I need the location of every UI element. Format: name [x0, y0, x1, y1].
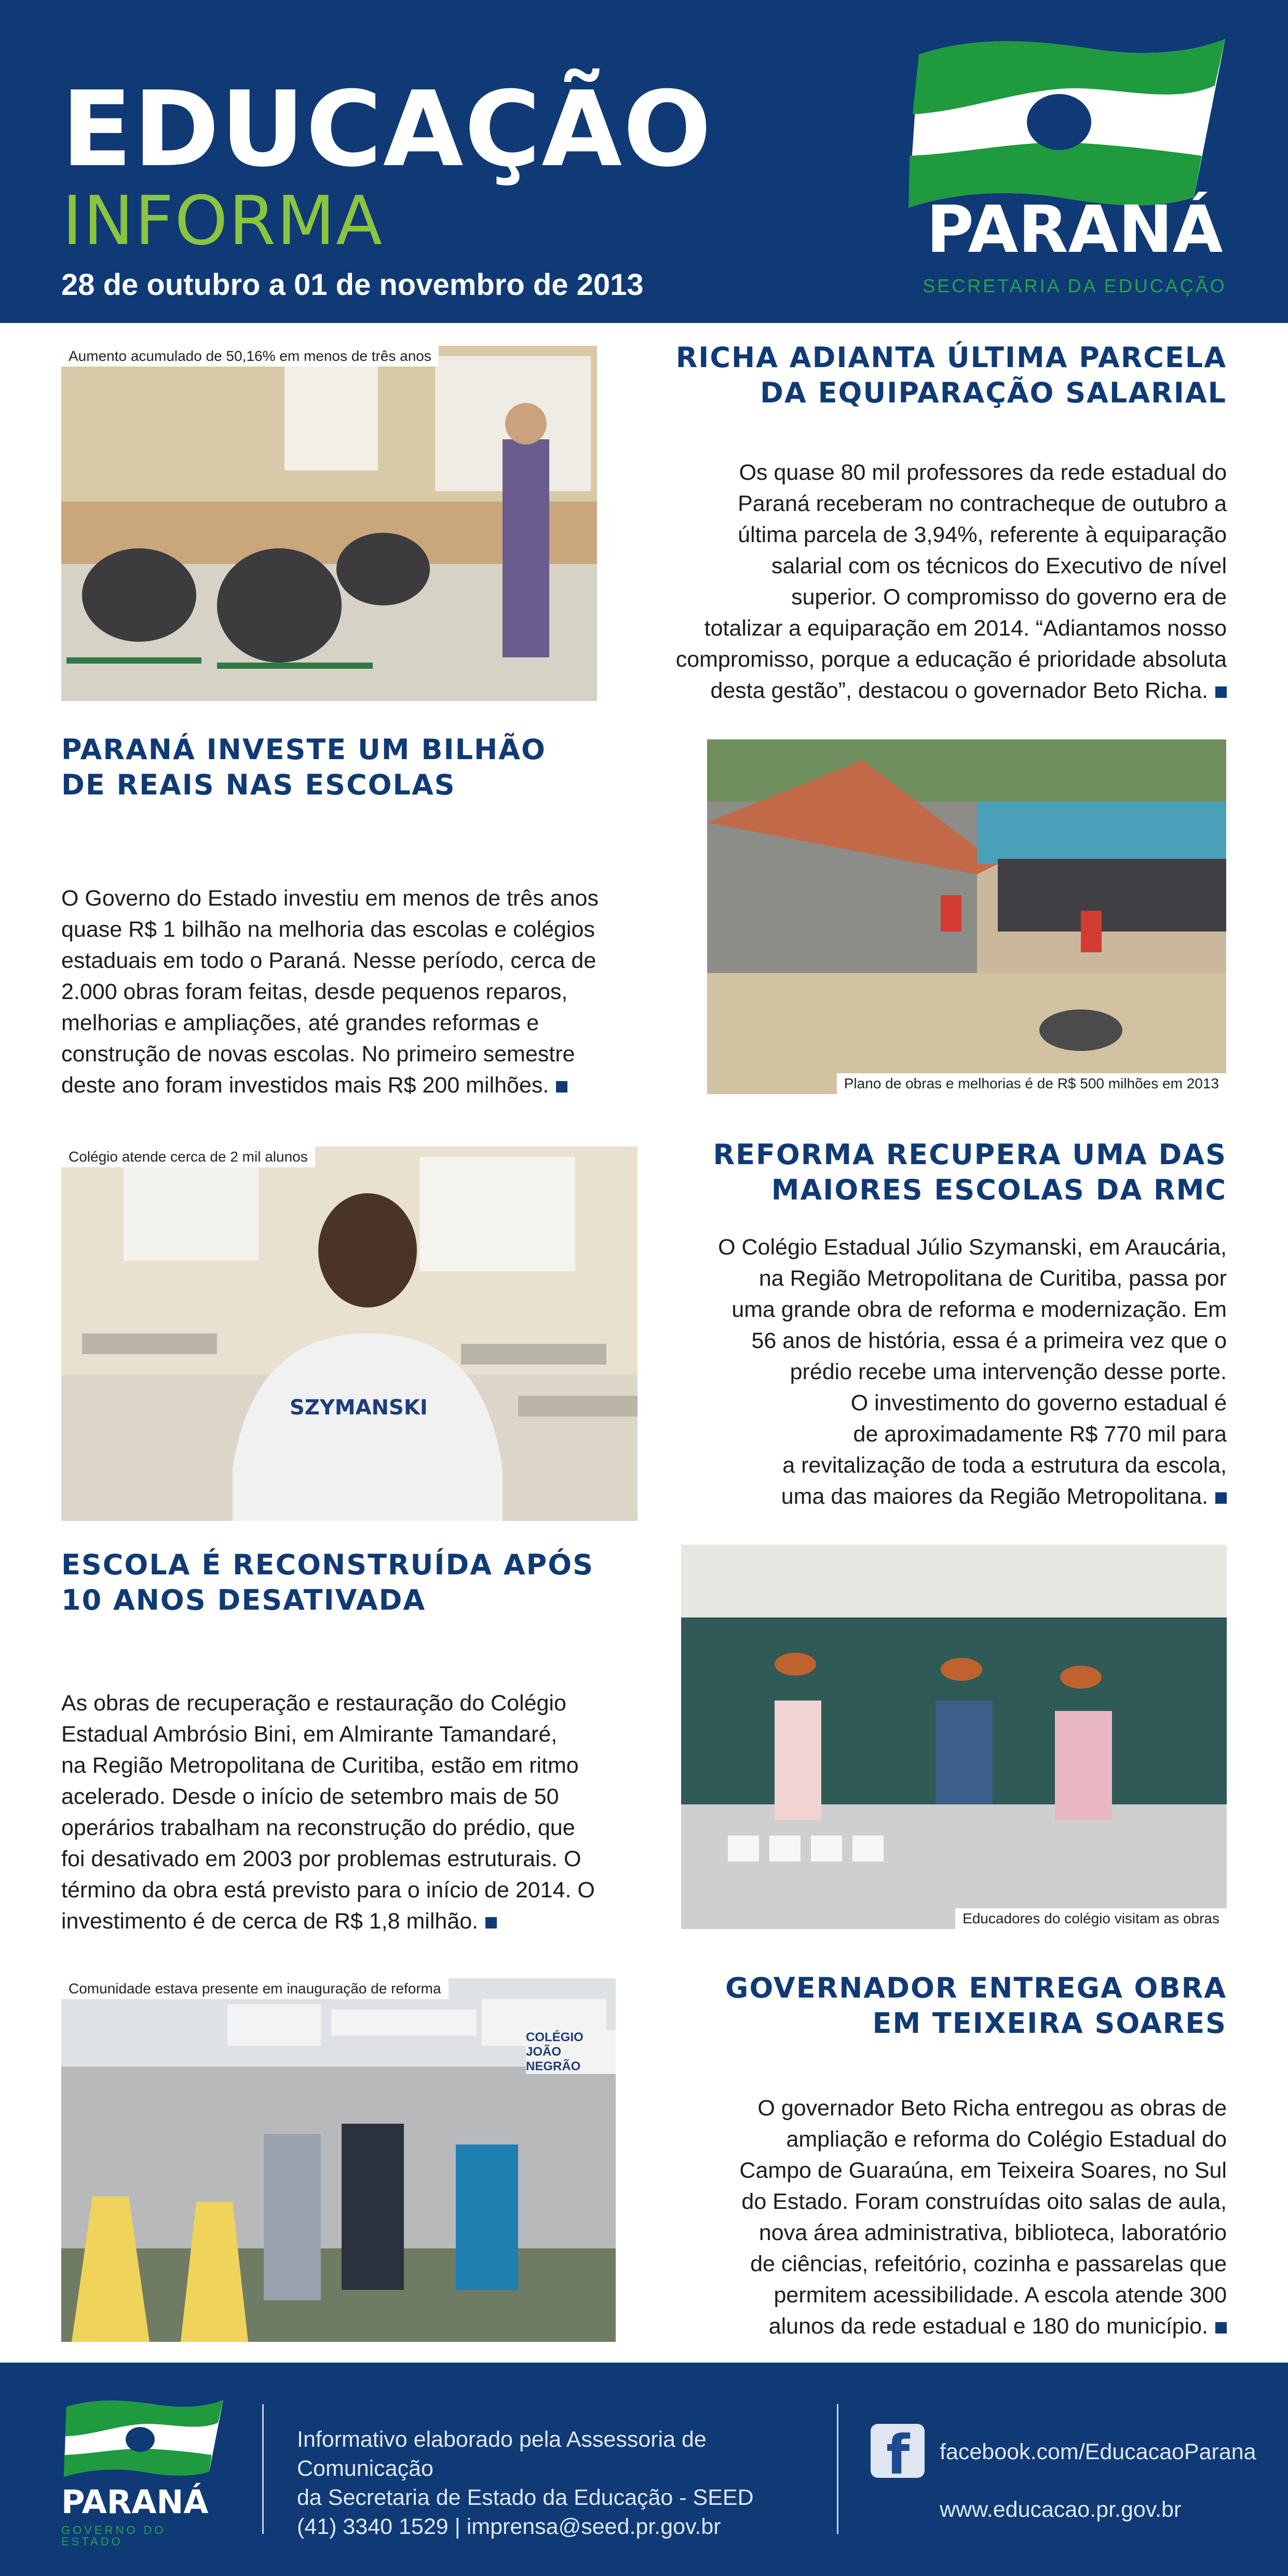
shirt-print: SZYMANSKI: [290, 1396, 428, 1420]
footer-brand-department: GOVERNO DO ESTADO: [61, 2524, 166, 2548]
footer-divider: [262, 2404, 264, 2534]
photo-student: [61, 1147, 638, 1521]
facebook-icon[interactable]: f: [871, 2424, 925, 2478]
end-square-icon: [1215, 2322, 1227, 2334]
footer-divider: [837, 2404, 838, 2534]
photo-construction: [707, 739, 1226, 1094]
newsletter-subtitle: INFORMA: [62, 181, 384, 260]
article-4-body: As obras de recuperação e restauração do Colégio Estadual Ambrósio Bini, em Almirante Tamandaré, na Região Metropolitana de Curitiba, estão em ritmo acelerado. Desde o início de setembro mais de 50 operários trabalham na reconstrução do prédio, que foi desativado em 2003 por problemas estruturais. O término da obra está previsto para o início de 2014. O investimento é de cerca de R$ 1,8 milhão.: [61, 1691, 595, 1934]
newsletter-title: EDUCAÇÃO: [61, 69, 713, 190]
article-3-headline: REFORMA RECUPERA UMA DAS MAIORES ESCOLAS DA RMC: [713, 1138, 1227, 1206]
photo-classroom: [61, 346, 597, 701]
article-3-body: O Colégio Estadual Júlio Szymanski, em Araucária, na Região Metropolitana de Curitiba, passa por uma grande obra de reforma e modernização. Em 56 anos de história, essa é a primeira vez que o prédio recebe uma intervenção desse porte. O investimento do governo estadual é de aproximadamente R$ 770 mil para a revitalização de toda a estrutura da escola, uma das maiores da Região Metropolitana.: [718, 1235, 1227, 1509]
photo-caption: Plano de obras e melhorias é de R$ 500 milhões em 2013: [837, 1073, 1226, 1094]
photo-caption: Educadores do colégio visitam as obras: [955, 1908, 1227, 1929]
article-2-headline: PARANÁ INVESTE UM BILHÃO DE REAIS NAS ESCOLAS: [61, 733, 546, 801]
end-square-icon: [485, 1917, 497, 1928]
end-square-icon: [1215, 1492, 1227, 1504]
brand-name: PARANÁ: [926, 192, 1223, 267]
footer-contact[interactable]: (41) 3340 1529 | imprensa@seed.pr.gov.br: [297, 2514, 721, 2539]
brand-department: SECRETARIA DA EDUCAÇÃO: [923, 275, 1227, 296]
edition-dates: 28 de outubro a 01 de novembro de 2013: [61, 268, 644, 302]
footer-brand-name: PARANÁ: [61, 2483, 209, 2521]
parana-flag-icon: [61, 2394, 227, 2482]
article-1-body: Os quase 80 mil professores da rede estadual do Paraná receberam no contracheque de outubro a última parcela de 3,94%, referente à equiparação salarial com os técnicos do Executivo de nível superior. O compromisso do governo era de totalizar a equiparação em 2014. “Adiantamos nosso compromisso, porque a educação é prioridade absoluta desta gestão”, destacou o governador Beto Richa.: [675, 460, 1227, 703]
article-4-headline: ESCOLA É RECONSTRUÍDA APÓS 10 ANOS DESATIVADA: [61, 1548, 594, 1616]
banner-text: COLÉGIO JOÃO NEGRÃO: [526, 2030, 616, 2074]
photo-caption: Colégio atende cerca de 2 mil alunos: [61, 1147, 315, 1167]
end-square-icon: [1215, 686, 1227, 698]
photo-caption: Comunidade estava presente em inauguração de reforma: [61, 1978, 449, 1999]
photo-caption: Aumento acumulado de 50,16% em menos de três anos: [61, 346, 439, 367]
photo-inauguration: [61, 1978, 616, 2342]
footer-info: Informativo elaborado pela Assessoria de Comunicação da Secretaria de Estado da Educação - SEED (41) 3340 1529 | imprensa@seed.pr.gov.br: [297, 2425, 826, 2541]
article-5-body: O governador Beto Richa entregou as obras de ampliação e reforma do Colégio Estadual do Campo de Guaraúna, em Teixeira Soares, no Sul do Estado. Foram construídas oito salas de aula, nova área administrativa, biblioteca, laboratório de ciências, refeitório, cozinha e passarelas que permitem acessibilidade. A escola atende 300 alunos da rede estadual e 180 do município.: [739, 2096, 1227, 2339]
article-2-body: O Governo do Estado investiu em menos de três anos quase R$ 1 bilhão na melhoria das escolas e colégios estaduais em todo o Paraná. Nesse período, cerca de 2.000 obras foram feitas, desde pequenos reparos, melhorias e ampliações, até grandes reformas e construção de novas escolas. No primeiro semestre deste ano foram investidos mais R$ 200 milhões.: [61, 886, 599, 1098]
photo-educators: [681, 1545, 1227, 1929]
article-5-headline: GOVERNADOR ENTREGA OBRA EM TEIXEIRA SOARES: [725, 1972, 1227, 2040]
website-link[interactable]: www.educacao.pr.gov.br: [940, 2497, 1182, 2522]
facebook-link[interactable]: facebook.com/EducacaoParana: [940, 2439, 1256, 2464]
article-1-headline: RICHA ADIANTA ÚLTIMA PARCELA DA EQUIPARAÇÃO SALARIAL: [675, 341, 1227, 409]
end-square-icon: [556, 1081, 567, 1093]
